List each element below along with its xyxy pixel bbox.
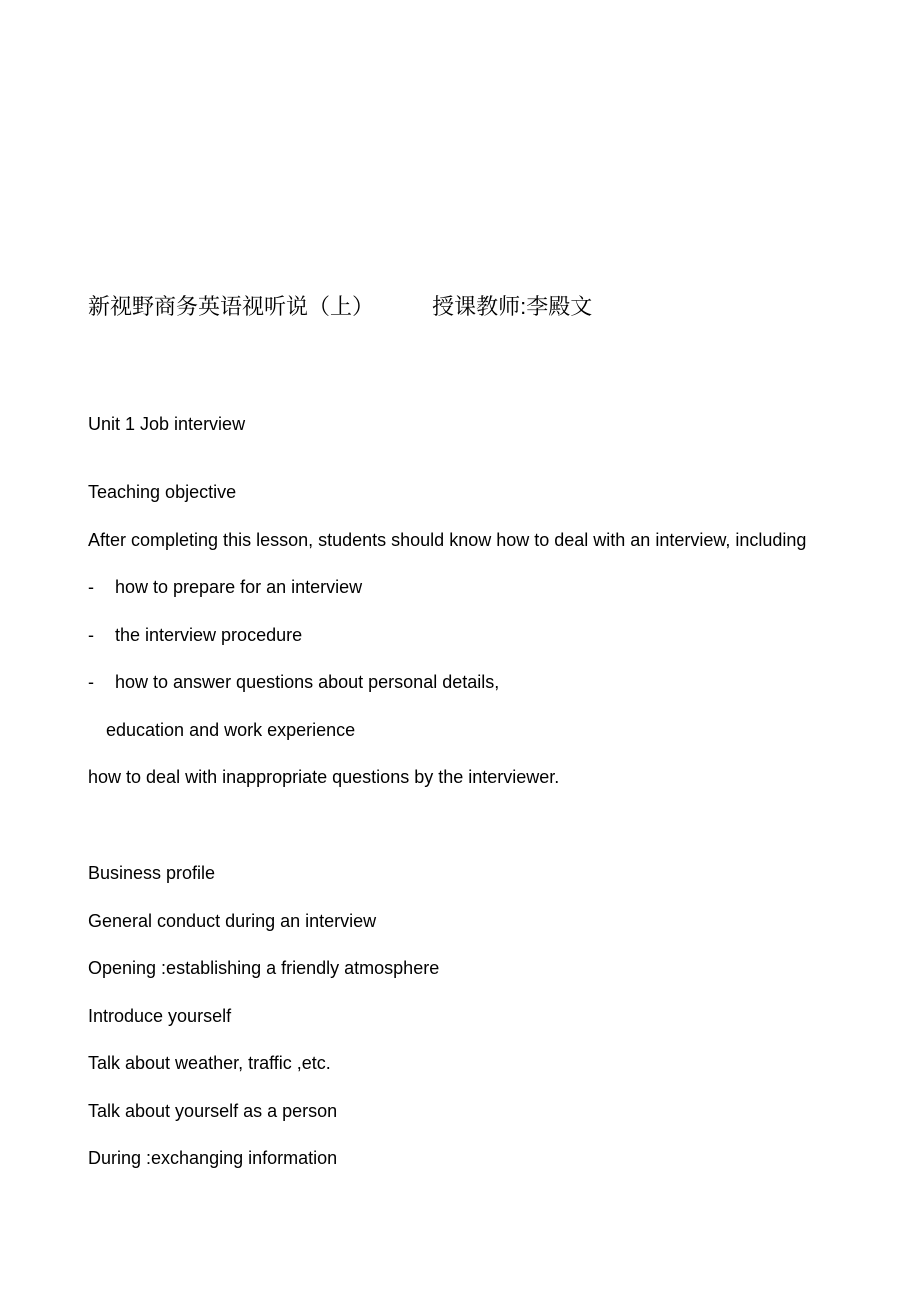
unit-title: Unit 1 Job interview — [88, 414, 246, 434]
teacher-name: 授课教师:李殿文 — [432, 294, 593, 319]
list-item-continuation: education and work experience — [106, 720, 356, 740]
list-item — [88, 576, 362, 598]
bullet-text: how to prepare for an interview — [115, 577, 363, 597]
bullet-dash: - — [88, 625, 94, 645]
profile-line: Introduce yourself — [88, 1006, 232, 1026]
profile-line: Talk about weather, traffic ,etc. — [88, 1053, 331, 1073]
profile-line: During :exchanging information — [88, 1148, 338, 1168]
objective-last-item: how to deal with inappropriate questions by the interviewer. — [88, 767, 560, 787]
page-title-row — [88, 293, 592, 321]
bullet-dash: - — [88, 672, 94, 692]
profile-line: Talk about yourself as a person — [88, 1101, 338, 1121]
objective-intro: After completing this lesson, students should know how to deal with an interview, including — [88, 530, 807, 550]
profile-heading: Business profile — [88, 863, 216, 883]
list-item — [88, 671, 499, 693]
objective-heading: Teaching objective — [88, 482, 237, 502]
bullet-text: how to answer questions about personal details, — [115, 672, 500, 692]
bullet-dash: - — [88, 577, 94, 597]
profile-line: Opening :establishing a friendly atmosphere — [88, 958, 440, 978]
bullet-text: the interview procedure — [115, 625, 303, 645]
course-title: 新视野商务英语视听说（上） — [88, 294, 375, 319]
list-item — [88, 624, 302, 646]
profile-line: General conduct during an interview — [88, 911, 377, 931]
